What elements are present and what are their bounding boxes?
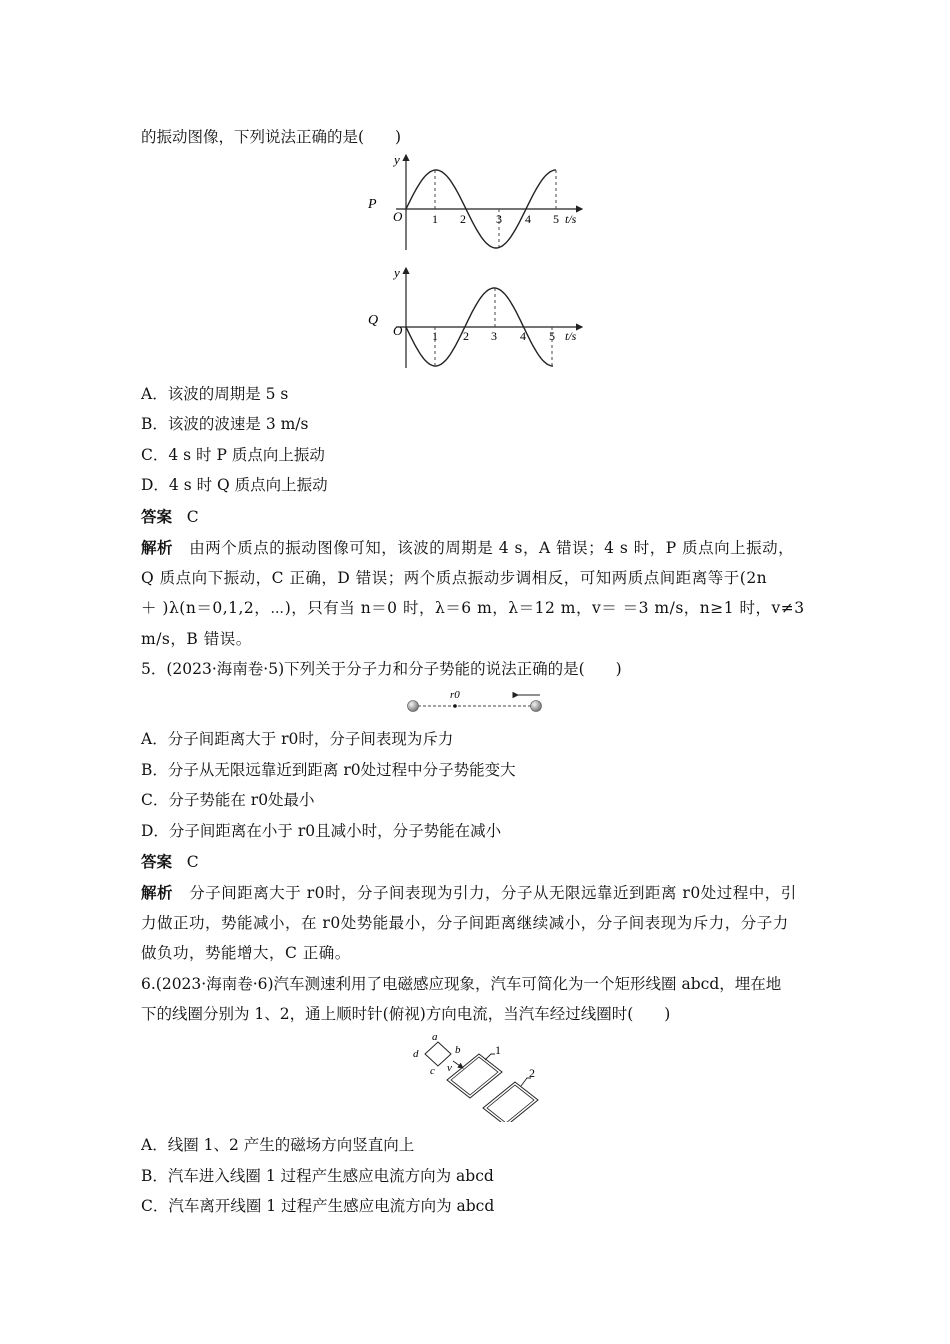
- q6-option-b: B．汽车进入线圈 1 过程产生感应电流方向为 abcd: [141, 1167, 494, 1185]
- q4-analysis-line-4: m/s，B 错误。: [141, 630, 252, 648]
- corner-a: a: [432, 1031, 438, 1043]
- vibration-graphs-figure: [360, 150, 600, 380]
- p-tick-3: 3: [496, 212, 502, 226]
- corner-c: c: [430, 1065, 435, 1077]
- q5-option-d: D．分子间距离在小于 r0且减小时，分子势能在减小: [141, 822, 502, 840]
- molecule-left: [408, 701, 419, 712]
- q6-option-a: A．线圈 1、2 产生的磁场方向竖直向上: [141, 1136, 415, 1154]
- molecule-right: [531, 701, 542, 712]
- q5-analysis-text-1: 分子间距离大于 r0时，分子间表现为引力，分子从无限远靠近到距离 r0处过程中，引: [189, 884, 797, 902]
- q-graph-label: Q: [368, 313, 379, 328]
- ground-coil-1-inner: [451, 1057, 498, 1095]
- q6-stem-line-2: 下的线圈分别为 1、2，通上顺时针(俯视)方向电流，当汽车经过线圈时( ): [141, 1005, 671, 1023]
- q5-answer-label: 答案: [141, 852, 173, 871]
- q-tick-3: 3: [491, 329, 497, 343]
- q4-answer: [141, 506, 199, 528]
- p-origin: O: [393, 209, 403, 224]
- q4-analysis-line-3: ＋ )λ(n＝0,1,2，⋯)，只有当 n＝0 时，λ＝6 m，λ＝12 m，v＝ ＝3 m/s，n≥1 时，v≠3: [141, 599, 805, 617]
- r0-label: r0: [450, 689, 460, 701]
- coil-2-label: 2: [529, 1066, 535, 1080]
- q4-stem: 的振动图像，下列说法正确的是( ): [141, 128, 402, 146]
- q4-analysis-line-2: Q 质点向下振动，C 正确，D 错误；两个质点振动步调相反，可知两质点间距离等于(2n: [141, 569, 768, 587]
- q5-analysis-line-3: 做负功，势能增大，C 正确。: [141, 944, 351, 962]
- q4-option-d: D．4 s 时 Q 质点向上振动: [141, 476, 328, 494]
- q-y-label: y: [394, 265, 400, 280]
- coil-1-label: 1: [495, 1043, 501, 1057]
- q-origin: O: [393, 323, 403, 338]
- p-tick-2: 2: [460, 212, 466, 226]
- q5-option-a: A．分子间距离大于 r0时，分子间表现为斥力: [141, 730, 454, 748]
- q4-answer-label: 答案: [141, 507, 173, 526]
- q5-analysis-line-2: 力做正功，势能减小，在 r0处势能最小，分子间距离继续减小，分子间表现为斥力，分子力: [141, 914, 789, 932]
- q5-option-b: B．分子从无限远靠近到距离 r0处过程中分子势能变大: [141, 761, 516, 779]
- p-t-label: t/s: [565, 212, 577, 226]
- q-tick-2: 2: [463, 329, 469, 343]
- q-tick-5: 5: [549, 329, 555, 343]
- q5-answer-value: C: [186, 853, 199, 871]
- q6-option-c: C．汽车离开线圈 1 过程产生感应电流方向为 abcd: [141, 1197, 495, 1215]
- coil-1-lead: [485, 1054, 495, 1060]
- p-tick-1: 1: [432, 212, 438, 226]
- coil-car-figure: [405, 1030, 555, 1122]
- q5-analysis-line-1: [141, 882, 797, 904]
- corner-d: d: [413, 1048, 419, 1060]
- q-t-label: t/s: [565, 329, 577, 343]
- ground-coil-2: [483, 1082, 538, 1122]
- velocity-label: v: [447, 1062, 452, 1074]
- q4-option-a: A．该波的周期是 5 s: [141, 385, 289, 403]
- q-tick-4: 4: [520, 329, 526, 343]
- q5-answer: [141, 851, 199, 873]
- q4-option-b: B．该波的波速是 3 m/s: [141, 415, 309, 433]
- p-tick-5: 5: [553, 212, 559, 226]
- molecule-distance-figure: [400, 686, 550, 716]
- p-tick-4: 4: [525, 212, 531, 226]
- q-tick-1: 1: [432, 329, 438, 343]
- q5-option-c: C．分子势能在 r0处最小: [141, 791, 315, 809]
- q6-stem-line-1: 6.(2023·海南卷·6)汽车测速利用了电磁感应现象，汽车可简化为一个矩形线圈 abcd，埋在地: [141, 975, 782, 993]
- q4-analysis-text-1: 由两个质点的振动图像可知，该波的周期是 4 s，A 错误；4 s 时，P 质点向上振动，: [189, 539, 795, 557]
- q4-analysis-label: 解析: [141, 538, 174, 557]
- q5-analysis-label: 解析: [141, 883, 174, 902]
- r0-point: [453, 704, 457, 708]
- q5-stem: 5．(2023·海南卷·5)下列关于分子力和分子势能的说法正确的是( ): [141, 660, 622, 678]
- velocity-arrow: [453, 1061, 463, 1068]
- p-y-label: y: [394, 152, 400, 167]
- q4-analysis-line-1: [141, 537, 794, 559]
- corner-b: b: [455, 1044, 461, 1056]
- q4-option-c: C．4 s 时 P 质点向上振动: [141, 446, 325, 464]
- p-graph-label: P: [368, 197, 377, 212]
- q4-answer-value: C: [186, 508, 199, 526]
